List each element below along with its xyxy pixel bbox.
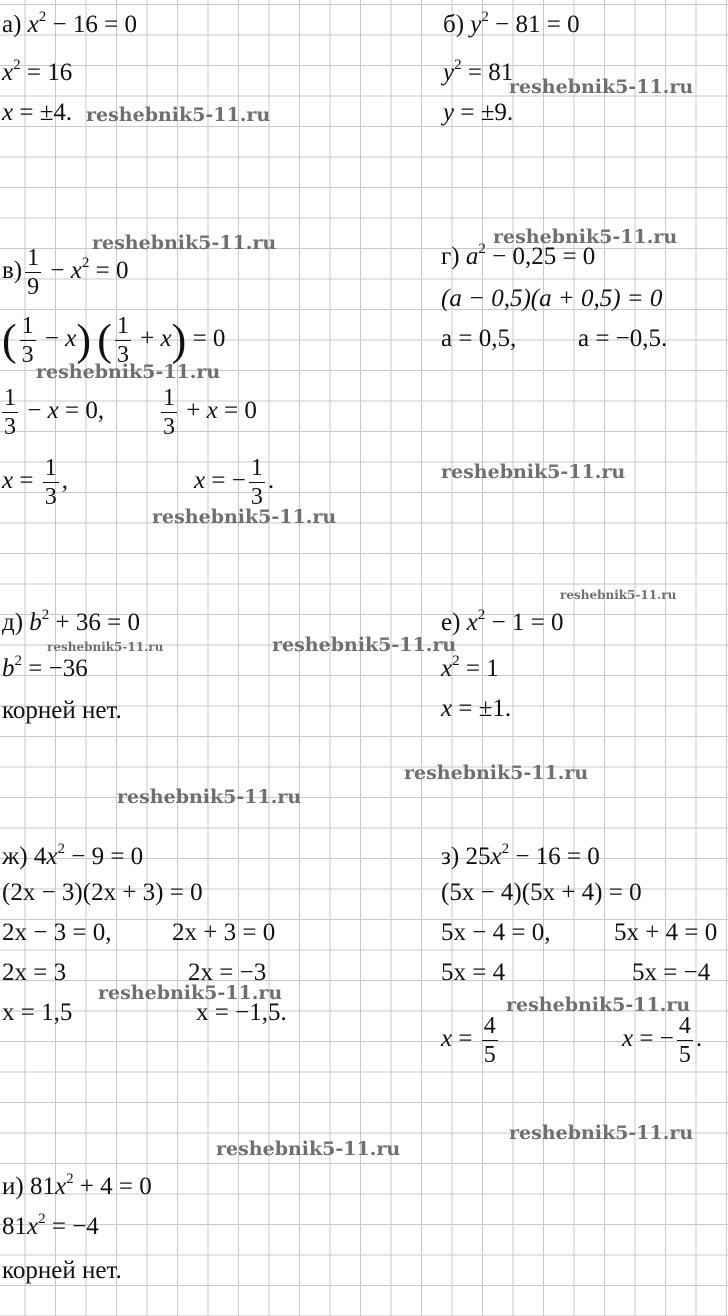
line-zh-3a: 2x − 3 = 0,	[2, 919, 112, 946]
watermark: reshebnik5-11.ru	[47, 640, 164, 654]
line-b-3: y = ±9.	[443, 99, 514, 126]
line-b-2: $y^2 = 81$	[443, 57, 514, 86]
line-z-4b: 5x = −4	[632, 959, 711, 986]
line-e-2: $x^2 = 1$	[441, 653, 499, 682]
line-zh-3b: 2x + 3 = 0	[172, 919, 276, 946]
line-g-1: г) $a^2 - 0,25 = 0$	[441, 241, 596, 270]
line-zh-1: ж) $4x^2 - 9 = 0$	[2, 841, 144, 870]
line-z-3a: 5x − 4 = 0,	[441, 919, 551, 946]
watermark: reshebnik5-11.ru	[441, 461, 626, 483]
line-e-1: е) $x^2 - 1 = 0$	[441, 607, 564, 636]
line-v-4b: x = − $\frac{1}{3}$ .	[194, 455, 275, 510]
watermark: reshebnik5-11.ru	[509, 76, 694, 98]
line-g-3a: a = 0,5,	[441, 325, 517, 352]
line-z-1: з) $25x^2 - 16 = 0$	[441, 841, 600, 870]
watermark: reshebnik5-11.ru	[92, 232, 277, 254]
watermark: reshebnik5-11.ru	[493, 226, 678, 248]
line-v-2: ( $\frac{1}{3}$ − x) ( $\frac{1}{3}$ + x) = 0	[2, 313, 226, 368]
watermark: reshebnik5-11.ru	[404, 762, 589, 784]
line-d-2: $b^2 = -36$	[2, 653, 88, 682]
watermark: reshebnik5-11.ru	[36, 361, 221, 383]
line-b-1: б) $y^2 - 81 = 0$	[443, 9, 580, 38]
watermark: reshebnik5-11.ru	[117, 786, 302, 808]
watermark: reshebnik5-11.ru	[560, 588, 677, 602]
line-v-3a: $\frac{1}{3}$ − x = 0,	[4, 385, 105, 440]
watermark: reshebnik5-11.ru	[152, 506, 337, 528]
line-zh-5a: x = 1,5	[2, 999, 73, 1026]
line-i-3: корней нет.	[2, 1257, 122, 1284]
line-zh-4a: 2x = 3	[2, 959, 67, 986]
line-a-1: а) $x^2 - 16 = 0$	[2, 9, 137, 38]
line-z-3b: 5x + 4 = 0	[614, 919, 718, 946]
watermark: reshebnik5-11.ru	[86, 104, 271, 126]
line-z-2: (5x − 4)(5x + 4) = 0	[441, 879, 642, 906]
line-g-2: (a − 0,5)(a + 0,5) = 0	[441, 285, 663, 312]
line-d-3: корней нет.	[2, 697, 122, 724]
line-z-4a: 5x = 4	[441, 959, 506, 986]
line-e-3: x = ±1.	[441, 695, 512, 722]
line-i-2: $81x^2 = -4$	[2, 1211, 99, 1240]
watermark: reshebnik5-11.ru	[272, 634, 457, 656]
line-v-3b: $\frac{1}{3}$ + x = 0	[163, 385, 257, 440]
line-v-1: в) $\frac{1}{9}$ − $x^2 = 0$	[2, 245, 129, 300]
watermark: reshebnik5-11.ru	[509, 1122, 694, 1144]
line-zh-4b: 2x = −3	[188, 959, 267, 986]
line-zh-2: (2x − 3)(2x + 3) = 0	[2, 879, 203, 906]
line-d-1: д) $b^2 + 36 = 0$	[2, 607, 140, 636]
watermark: reshebnik5-11.ru	[216, 1138, 401, 1160]
line-zh-5b: x = −1,5.	[196, 999, 287, 1026]
line-a-2: $x^2 = 16$	[2, 57, 73, 86]
line-g-3b: a = −0,5.	[578, 325, 668, 352]
line-z-5a: x = $\frac{4}{5}$	[441, 1013, 496, 1068]
line-i-1: и) $81x^2 + 4 = 0$	[2, 1171, 152, 1200]
line-z-5b: x = − $\frac{4}{5}$ .	[622, 1013, 703, 1068]
watermark: reshebnik5-11.ru	[506, 994, 691, 1016]
line-a-3: x = ±4.	[2, 99, 73, 126]
line-v-4a: x = $\frac{1}{3}$ ,	[2, 455, 68, 510]
watermark: reshebnik5-11.ru	[98, 982, 283, 1004]
